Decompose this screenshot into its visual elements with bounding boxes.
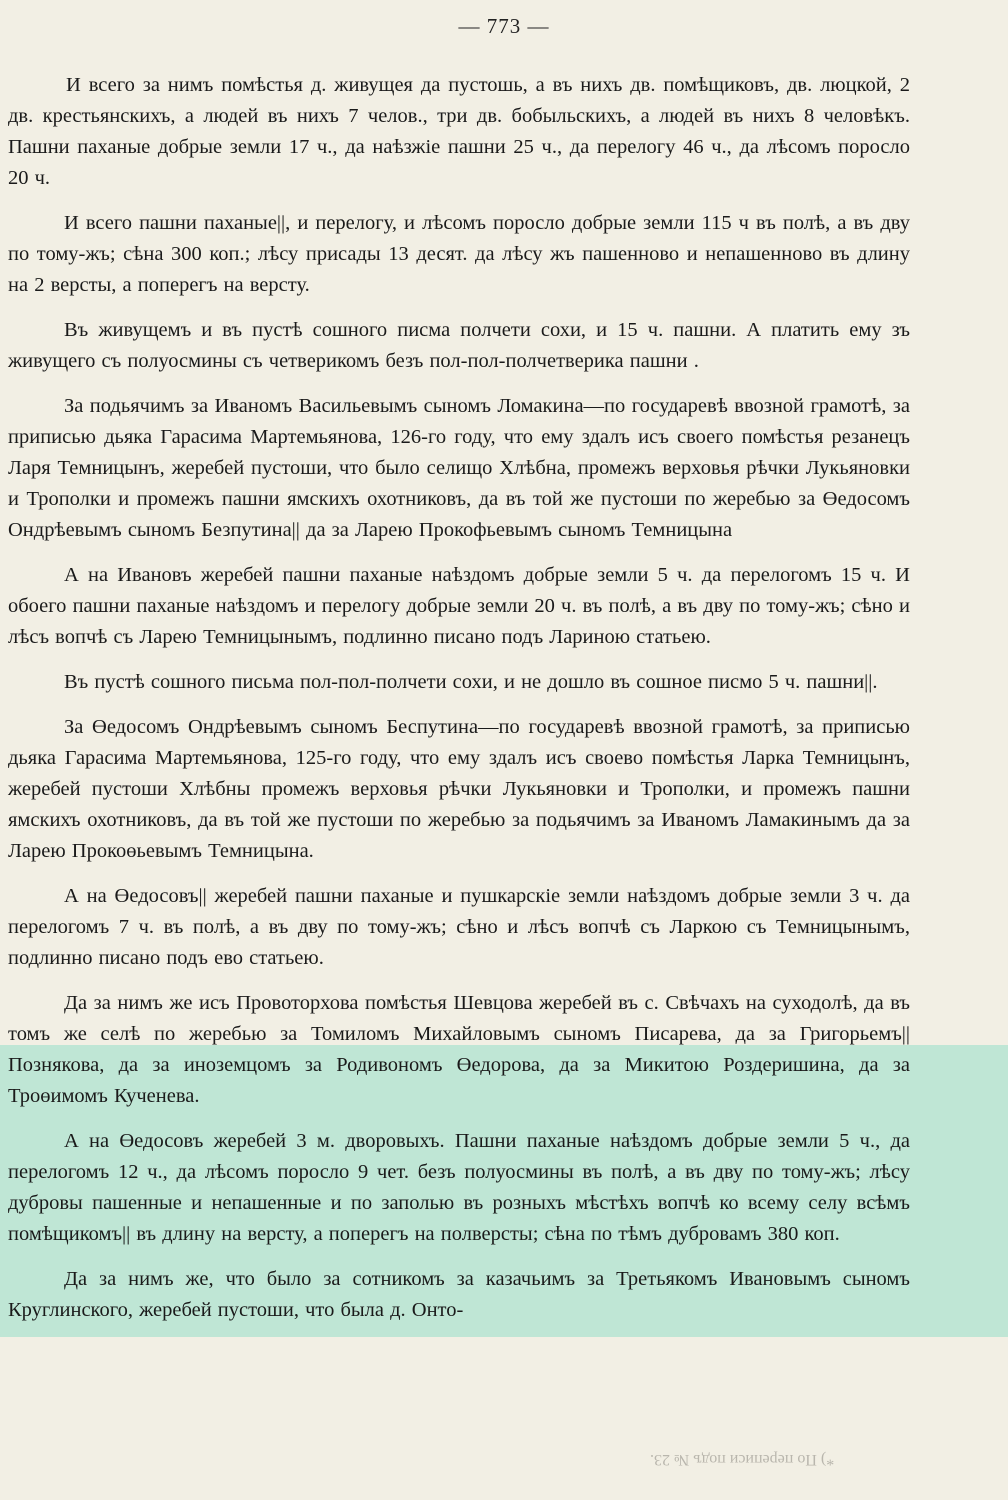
paragraph-11: Да за нимъ же, что было за сотникомъ за казачьимъ за Третьякомъ Ивановымъ сыномъ Круглинского, жеребей пустоши, что была д. Онто- (8, 1268, 910, 1321)
paragraph-7: За Өедосомъ Ондрѣевымъ сыномъ Беспутина—по государевѣ ввозной грамотѣ, за приписью дьяка Гарасима Мартемьянова, 125-го году, что ему здалъ исъ своево помѣстья Ларка Темницынъ, жеребей пустоши Хлѣбны промежъ верховья рѣчки Лукьяновки и Трополки, и промежъ пашни ямскихъ охотниковъ, да въ той же пустоши по жеребью за подьячимъ за Иваномъ Ламакинымъ да за Ларею Прокоөьевымъ Темницына. (8, 716, 910, 862)
bleed-through-footnote: *) По переписи подъ № 23. (650, 1451, 835, 1468)
paragraph-5: А на Ивановъ жеребей пашни паханые наѣздомъ добрые земли 5 ч. да перелогомъ 15 ч. И обоего пашни паханые наѣздомъ и перелогу добрые земли 20 ч. въ полѣ, а въ дву по тому-жъ; сѣно и лѣсъ вопчѣ съ Ларею Темницынымъ, подлинно писано подъ Лариною статьею. (8, 564, 910, 648)
paragraph-8: А на Өедосовъ|| жеребей пашни паханые и пушкарскіе земли наѣздомъ добрые земли 3 ч. да перелогомъ 7 ч. въ полѣ, а въ дву по тому-жъ; сѣно и лѣсъ вопчѣ съ Ларкою съ Темницынымъ, подлинно писано подъ ево статьею. (8, 885, 910, 969)
paragraph-2: И всего пашни паханые||, и перелогу, и лѣсомъ поросло добрые земли 115 ч въ полѣ, а въ дву по тому-жъ; сѣна 300 коп.; лѣсу присады 13 десят. да лѣсу жъ пашенново и непашенново въ длину на 2 версты, а поперегъ на версту. (8, 212, 910, 296)
paragraph-4: За подьячимъ за Иваномъ Васильевымъ сыномъ Ломакина—по государевѣ ввозной грамотѣ, за приписью дьяка Гарасима Мартемьянова, 126-го году, что ему здалъ исъ своего помѣстья резанецъ Ларя Темницынъ, жеребей пустоши, что было селищо Хлѣбна, промежъ верховья рѣчки Лукьяновки и Трополки и промежъ пашни ямскихъ охотниковъ, да въ той же пустоши по жеребью за Өедосомъ Ондрѣевымъ сыномъ Безпутина|| да за Ларею Прокофьевымъ сыномъ Темницына (8, 395, 910, 541)
document-body (8, 70, 910, 1340)
page-number: — 773 — (458, 14, 550, 38)
paragraph-9: Да за нимъ же исъ Провоторхова помѣстья Шевцова жеребей въ с. Свѣчахъ на суходолѣ, да въ томъ же селѣ по жеребью за Томиломъ Михайловымъ сыномъ Писарева, да за Григорьемъ|| Познякова, да за иноземцомъ за Родивономъ Өедорова, да за Микитою Роздеришина, да за Троөимомъ Кученева. (8, 992, 910, 1107)
paragraph-10: А на Өедосовъ жеребей 3 м. дворовыхъ. Пашни паханые наѣздомъ добрые земли 5 ч., да перелогомъ 12 ч., да лѣсомъ поросло 9 чет. безъ полуосмины въ полѣ, а въ дву по тому-жъ; лѣсу дубровы пашенные и непашенные и по заполью въ розныхъ мѣстѣхъ вопчѣ ко всему селу всѣмъ помѣщикомъ|| въ длину на версту, а поперегъ на полверсты; сѣна по тѣмъ дубровамъ 380 коп. (8, 1130, 910, 1245)
paragraph-3: Въ живущемъ и въ пустѣ сошного писма полчети сохи, и 15 ч. пашни. А платить ему зъ живущего съ полуосмины съ четверикомъ безъ пол-пол-полчетверика пашни . (8, 319, 910, 372)
paragraph-6: Въ пустѣ сошного письма пол-пол-полчети сохи, и не дошло въ сошное писмо 5 ч. пашни||. (64, 671, 878, 693)
paragraph-1: И всего за нимъ помѣстья д. живущея да пустошь, а въ нихъ дв. помѣщиковъ, дв. люцкой, 2 дв. крестьянскихъ, а людей въ нихъ 7 челов., три дв. бобыльскихъ, а людей въ нихъ 8 человѣкъ. Пашни паханые добрые земли 17 ч., да наѣзжіе пашни 25 ч., да перелогу 46 ч., да лѣсомъ поросло 20 ч. (8, 74, 910, 189)
